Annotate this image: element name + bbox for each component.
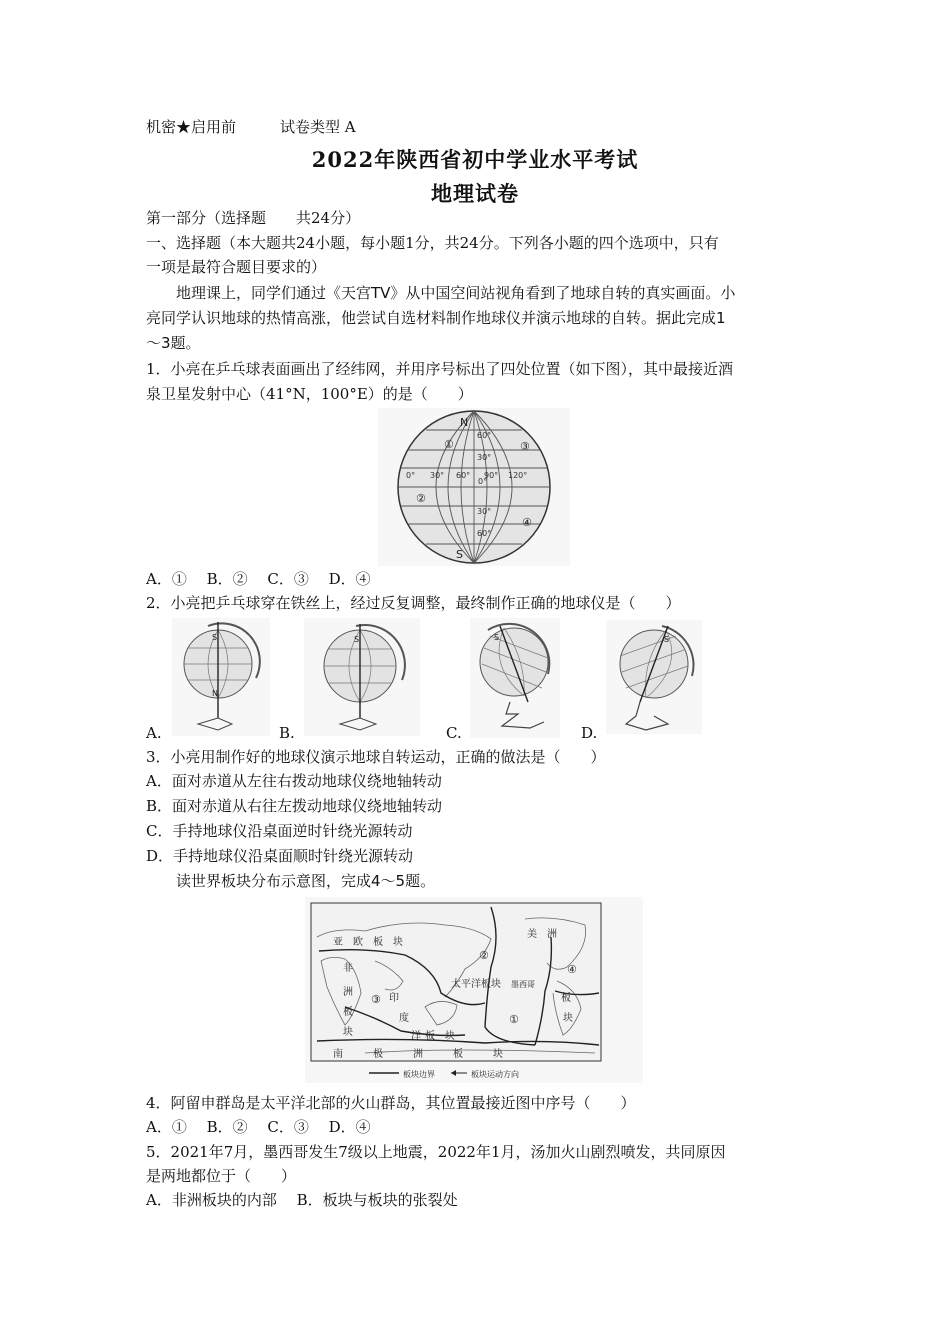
map-mexico-label: 墨西哥 [511, 980, 535, 989]
globe-marker-1: ① [444, 438, 454, 451]
map-indian-char2: 度 [399, 1013, 409, 1024]
part1-instruction-line2: 一项是最符合题目要求的） [146, 258, 327, 276]
map-pacific-plate: 太平洋板块 [451, 979, 501, 990]
passage2: 读世界板块分布示意图，完成4～5题。 [176, 872, 436, 890]
map-marker-4: ④ [567, 963, 577, 976]
q5-stem-line2: 是两地都位于（ ） [146, 1167, 297, 1185]
globe-c-top-label: S [494, 633, 500, 642]
lon-60-label: 60° [456, 471, 471, 480]
q5-options: A．非洲板块的内部 B．板块与板块的张裂处 [146, 1191, 458, 1209]
map-marker-3: ③ [371, 993, 381, 1006]
q1-stem-line1: 1．小亮在乒乓球表面画出了经纬网，并用序号标出了四处位置（如下图），其中最接近酒 [146, 360, 734, 378]
map-africa-char3: 板 [343, 1007, 353, 1018]
globe-option-b [304, 618, 420, 736]
q1-options: A．① B．② C．③ D．④ [146, 570, 371, 588]
lon-0-label: 0° [406, 471, 416, 480]
q1-globe-figure [378, 408, 570, 566]
q4-stem: 4．阿留申群岛是太平洋北部的火山群岛，其位置最接近图中序号（ ） [146, 1094, 636, 1112]
passage1-line3: ～3题。 [146, 334, 201, 352]
passage1-line2: 亮同学认识地球的热情高涨，他尝试自选材料制作地球仪并演示地球的自转。据此完成1 [146, 309, 726, 327]
map-america-plate-char2: 块 [563, 1013, 573, 1024]
paper-type-label: 试卷类型 A [280, 118, 356, 136]
q4-options: A．① B．② C．③ D．④ [146, 1118, 371, 1136]
map-indian-plate: 板 块 [425, 1031, 455, 1042]
map-africa-char2: 洲 [343, 987, 353, 998]
q2-option-c: C. [446, 724, 462, 742]
q3-option-c: C．手持地球仪沿桌面逆时针绕光源转动 [146, 822, 413, 840]
part1-heading: 第一部分（选择题 共24分） [146, 209, 361, 227]
globe-a-bottom-label: N [212, 689, 218, 698]
q3-option-d: D．手持地球仪沿桌面顺时针绕光源转动 [146, 847, 414, 865]
lon-90-label: 90° [484, 471, 499, 480]
globe-n-label: N [460, 416, 469, 429]
q3-option-b: B．面对赤道从右往左拨动地球仪绕地轴转动 [146, 797, 443, 815]
map-america-label: 美 洲 [527, 929, 557, 940]
map-indian-char1: 印 [389, 993, 399, 1004]
q3-stem: 3．小亮用制作好的地球仪演示地球自转运动，正确的做法是（ ） [146, 748, 606, 766]
exam-subtitle: 地理试卷 [431, 181, 519, 206]
confidential-label: 机密★启用前 [146, 118, 237, 136]
part1-instruction-line1: 一、选择题（本大题共24小题，每小题1分，共24分。下列各小题的四个选项中，只有 [146, 234, 719, 252]
q3-option-a: A．面对赤道从左往右拨动地球仪绕地轴转动 [146, 772, 442, 790]
equator-label: 0° [478, 477, 488, 486]
globe-marker-2: ② [416, 492, 426, 505]
map-marker-2: ② [479, 949, 489, 962]
map-indian-char3: 洋 [411, 1031, 421, 1042]
passage1-line1: 地理课上，同学们通过《天宫TV》从中国空间站视角看到了地球自转的真实画面。小 [176, 284, 736, 302]
lat-60s-label: 60° [477, 529, 492, 538]
map-africa-char4: 块 [343, 1027, 353, 1038]
map-africa-char1: 非 [343, 963, 353, 974]
globe-a-top-label: S [212, 633, 218, 642]
globe-option-a [172, 618, 270, 736]
exam-title: 2022年陕西省初中学业水平考试 [311, 147, 639, 172]
q1-stem-line2: 泉卫星发射中心（41°N，100°E）的是（ ） [146, 385, 473, 403]
globe-b-top-label: S [354, 635, 360, 644]
globe-marker-3: ③ [520, 440, 530, 453]
q2-option-d: D. [581, 724, 598, 742]
globe-d-top-label: S [664, 635, 670, 644]
q5-stem-line1: 5．2021年7月，墨西哥发生7级以上地震，2022年1月，汤加火山剧烈喷发，共同原因 [146, 1143, 726, 1161]
map-eurasian-plate: 亚 欧 板 块 [333, 937, 403, 948]
lon-120-label: 120° [508, 471, 528, 480]
lat-30s-label: 30° [477, 507, 492, 516]
globe-marker-4: ④ [522, 516, 532, 529]
map-legend-boundary: 板块边界 [403, 1070, 435, 1079]
map-antarctic-plate: 南 极 洲 板 块 [333, 1049, 503, 1060]
q2-stem: 2．小亮把乒乓球穿在铁丝上，经过反复调整，最终制作正确的地球仪是（ ） [146, 594, 681, 612]
lat-60n-label: 60° [477, 431, 492, 440]
globe-s-label: S [456, 548, 463, 561]
q2-option-b: B. [279, 724, 295, 742]
map-legend-motion: 板块运动方向 [471, 1070, 519, 1079]
globe-option-d [606, 620, 702, 734]
map-marker-1: ① [509, 1013, 519, 1026]
map-america-plate-char1: 板 [561, 993, 571, 1004]
plate-map-figure [305, 897, 643, 1083]
lat-30n-label: 30° [477, 453, 492, 462]
q2-option-a: A. [146, 724, 162, 742]
lon-30-label: 30° [430, 471, 445, 480]
globe-option-c [470, 618, 560, 738]
